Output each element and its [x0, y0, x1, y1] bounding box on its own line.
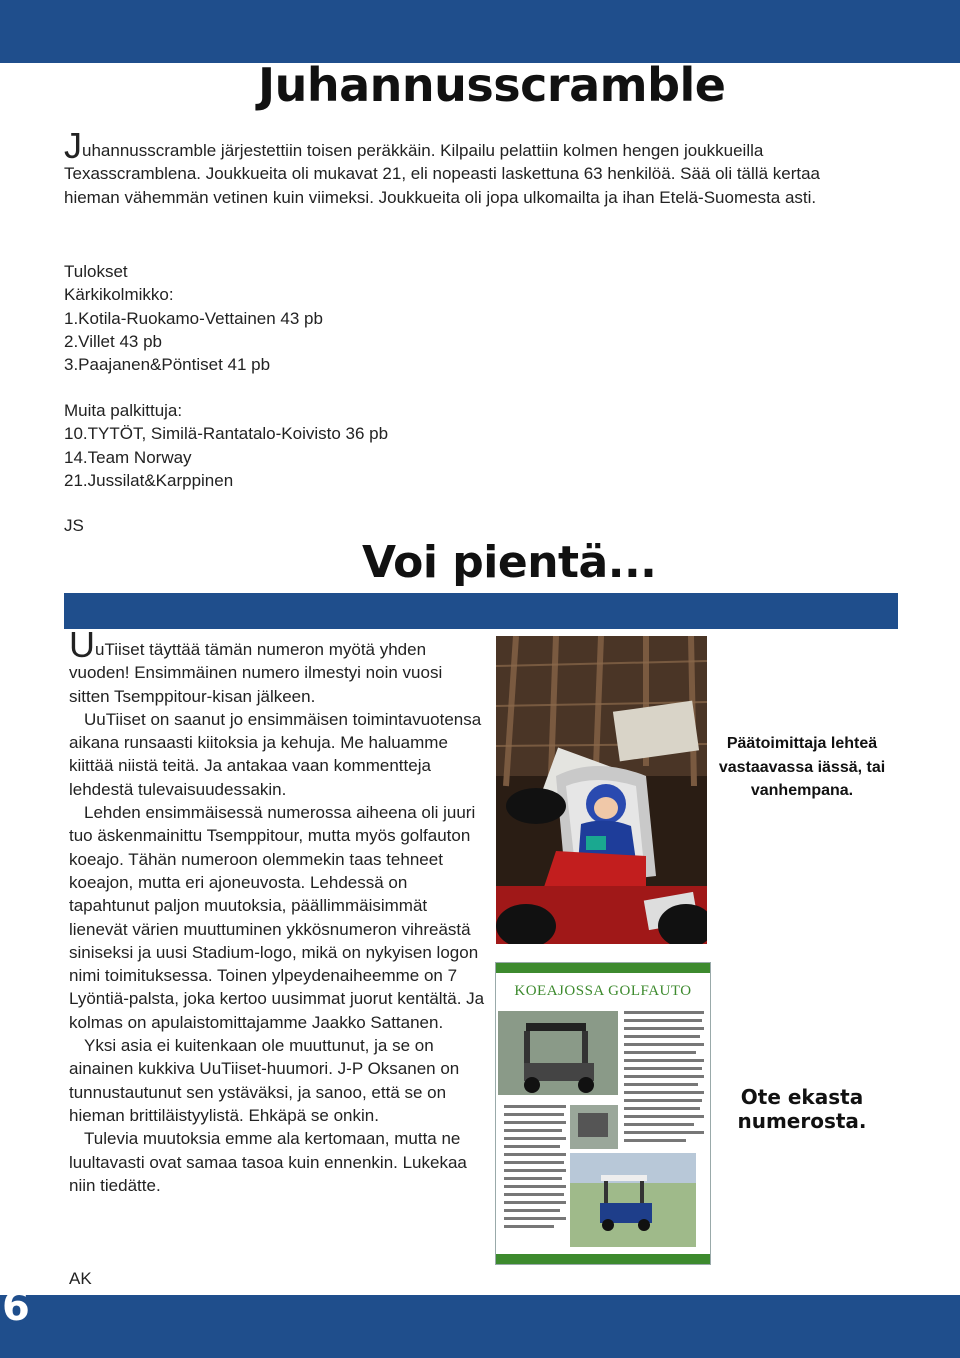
- article2-paragraph: [69, 624, 487, 708]
- result-line: 14.Team Norway: [64, 447, 192, 467]
- drop-cap: U: [69, 624, 95, 665]
- article2-paragraph: Lehden ensimmäisessä numerossa aiheena oli juuri tuo äskenmainittu Tsemppitour, mutta myös golfauton koeajo. Tähän numeroon olemmekin taas tehneet koeajon, mutta eri ajoneuvosta. Lehdessä on tapahtunut paljon muutoksia, päällimmäisimmät lienevät värien muuttuminen ykkösnumeron vihreästä siniseksi ja uusi Stadium-logo, mikä on nykyisen logon nimi toimituksessa. Toinen ylpeydenaiheemme on 7 Lyöntiä-palsta, joka kertoo uusimmat juorut kentältä. Ja kolmas on apulaistomittajamme Jaakko Sattanen.: [69, 803, 485, 1032]
- result-line: 10.TYTÖT, Similä-Rantatalo-Koivisto 36 pb: [64, 424, 389, 444]
- photo-child-on-mower-image: [496, 636, 707, 944]
- article2-body: [69, 624, 487, 1197]
- photo-caption-child: Päätoimittaja lehteä vastaavassa iässä, tai vanhempana.: [718, 735, 886, 799]
- article2-paragraph: Tulevia muutoksia emme ala kertomaan, mutta ne luultavasti ovat samaa tasoa kuin ennenkin. Lukekaa niin tiedätte.: [69, 1129, 467, 1195]
- article-title-juhannusscramble: Juhannusscramble: [258, 58, 726, 112]
- paragraph-text: uTiiset täyttää tämän numeron myötä yhden vuoden! Ensimmäinen numero ilmestyi noin vuosi sitten Tsemppitour-kisan jälkeen.: [69, 640, 443, 706]
- clipping-first-issue: [495, 962, 711, 1265]
- article2-paragraph: UuTiiset on saanut jo ensimmäisen toimintavuotensa aikana runsaasti kiitoksia ja kehuja. Me haluamme kiittää niistä teitä. Ja antakaa vaan kommentteja lehdestä tulevaisuudessakin.: [69, 709, 482, 799]
- article-title-voi-pienta: Voi pientä...: [362, 537, 657, 588]
- result-line: 3.Paajanen&Pöntiset 41 pb: [64, 355, 271, 375]
- page-number: 6: [2, 1284, 30, 1330]
- result-line: 2.Villet 43 pb: [64, 331, 162, 351]
- section-color-band: [64, 593, 898, 629]
- article1-intro: [64, 125, 854, 209]
- clipping-title: KOEAJOSSA GOLFAUTO: [514, 983, 692, 999]
- bottom-color-bar: [0, 1295, 960, 1358]
- photo-child-on-mower: [496, 636, 707, 944]
- top-color-bar: [0, 0, 960, 63]
- top-three-heading: Kärkikolmikko:: [64, 285, 174, 305]
- drop-cap: J: [64, 125, 82, 166]
- other-awards-list: [64, 399, 388, 492]
- results-heading: Tulokset: [64, 262, 128, 281]
- other-awards-heading: Muita palkittuja:: [64, 401, 183, 420]
- results-list: [64, 260, 323, 376]
- clipping-caption: Ote ekasta numerosta.: [737, 1085, 867, 1133]
- clipping-first-issue-image: [496, 963, 710, 1264]
- author-signature-ak: AK: [69, 1269, 92, 1288]
- result-line: 21.Jussilat&Karppinen: [64, 470, 234, 490]
- article1-intro-text: uhannusscramble järjestettiin toisen peräkkäin. Kilpailu pelattiin kolmen hengen joukkueilla Texasscramblena. Joukkueita oli mukavat 21, eli nopeasti laskettuna 63 henkilöä. Sää oli tällä kertaa hieman vähemmän vetinen kuin viimeksi. Joukkueita oli jopa ulkomailta ja ihan Etelä-Suomesta asti.: [64, 141, 820, 207]
- author-signature-js: JS: [64, 516, 84, 535]
- article2-paragraph: Yksi asia ei kuitenkaan ole muuttunut, ja se on ainainen kukkiva UuTiiset-huumori. J-P Oksanen on tunnustautunut sen ystäväksi, ja sanoo, että se on hieman brittiläistyylistä. Ehkäpä se onkin.: [69, 1036, 460, 1125]
- result-line: 1.Kotila-Ruokamo-Vettainen 43 pb: [64, 308, 323, 328]
